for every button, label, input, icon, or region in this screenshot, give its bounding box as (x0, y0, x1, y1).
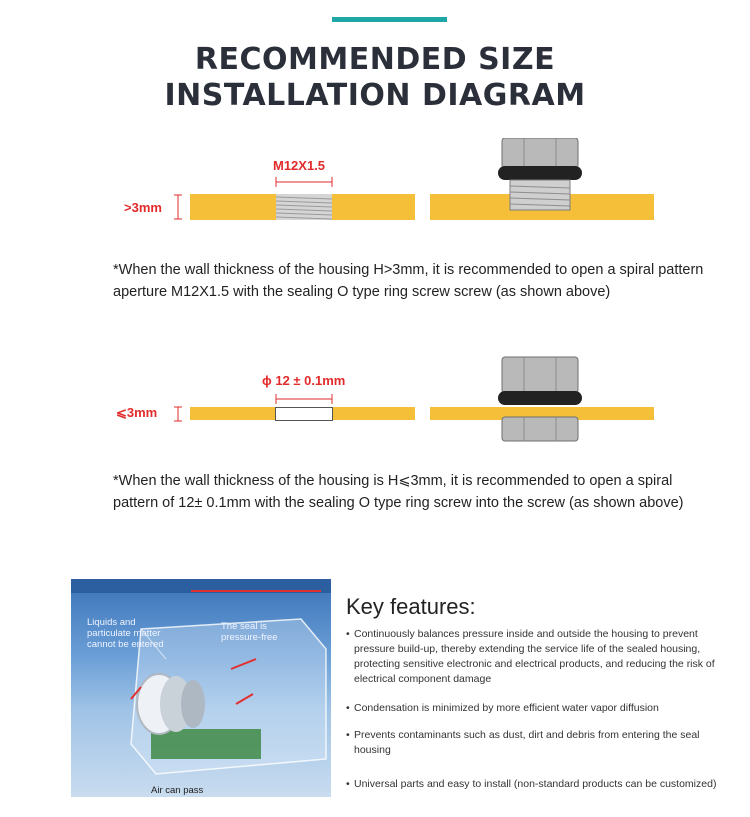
thickness-bracket-icon (172, 194, 184, 220)
features-title: Key features: (346, 594, 476, 619)
thickness-label: >3mm (124, 200, 162, 215)
bullet-icon: • (346, 702, 350, 714)
housing-illustration (71, 579, 331, 797)
caption-thin-wall: *When the wall thickness of the housing is H⩽3mm, it is recommended to open a spiral pattern of 12± 0.1mm with the sealing O type ring screw into the screw (as shown above) (113, 473, 684, 511)
label-liquids: Liquids and particulate matter cannot be entered (87, 617, 164, 650)
page-title-line1: RECOMMENDED SIZE (194, 42, 556, 77)
diagram-thin-wall (0, 355, 750, 445)
screw-installed-icon (494, 355, 586, 445)
bullet-icon: • (346, 778, 350, 790)
diagram-thick-wall (0, 150, 750, 230)
thickness-label: ⩽3mm (116, 405, 158, 420)
feature-text: Prevents contaminants such as dust, dirt and debris from entering the seal housing (354, 729, 700, 756)
accent-bar (332, 17, 447, 22)
drilled-hole-icon (275, 407, 333, 421)
product-photo (71, 579, 331, 797)
label-air: Air can pass (151, 785, 204, 796)
thickness-bracket-icon (172, 406, 184, 422)
feature-item (346, 701, 726, 716)
caption-thick-wall: *When the wall thickness of the housing H>3mm, it is recommended to open a spiral pattern aperture M12X1.5 with the sealing O type ring screw screw (as shown above) (113, 262, 704, 300)
feature-item (346, 728, 726, 758)
thread-size-label: M12X1.5 (273, 158, 326, 173)
bullet-icon: • (346, 729, 350, 741)
feature-text: Continuously balances pressure inside and outside the housing to prevent pressure build-up, thereby extending the service life of the sealed housing, protecting sensitive electronic and electrical products, and reducing the risk of electrical component damage (354, 628, 715, 685)
thread-hole-icon (276, 194, 332, 220)
bullet-icon: • (346, 628, 350, 640)
size-dimension-line (274, 176, 334, 188)
page-title-line2: INSTALLATION DIAGRAM (164, 78, 586, 113)
feature-item (346, 627, 726, 687)
feature-text: Universal parts and easy to install (non-standard products can be customized) (354, 778, 717, 790)
hole-size-label: ɸ 12 ± 0.1mm (262, 373, 346, 388)
feature-item (346, 777, 726, 792)
size-dimension-line (274, 393, 334, 405)
feature-text: Condensation is minimized by more efficient water vapor diffusion (354, 702, 659, 714)
label-seal: The seal is pressure-free (221, 621, 278, 643)
screw-installed-icon (494, 138, 586, 222)
